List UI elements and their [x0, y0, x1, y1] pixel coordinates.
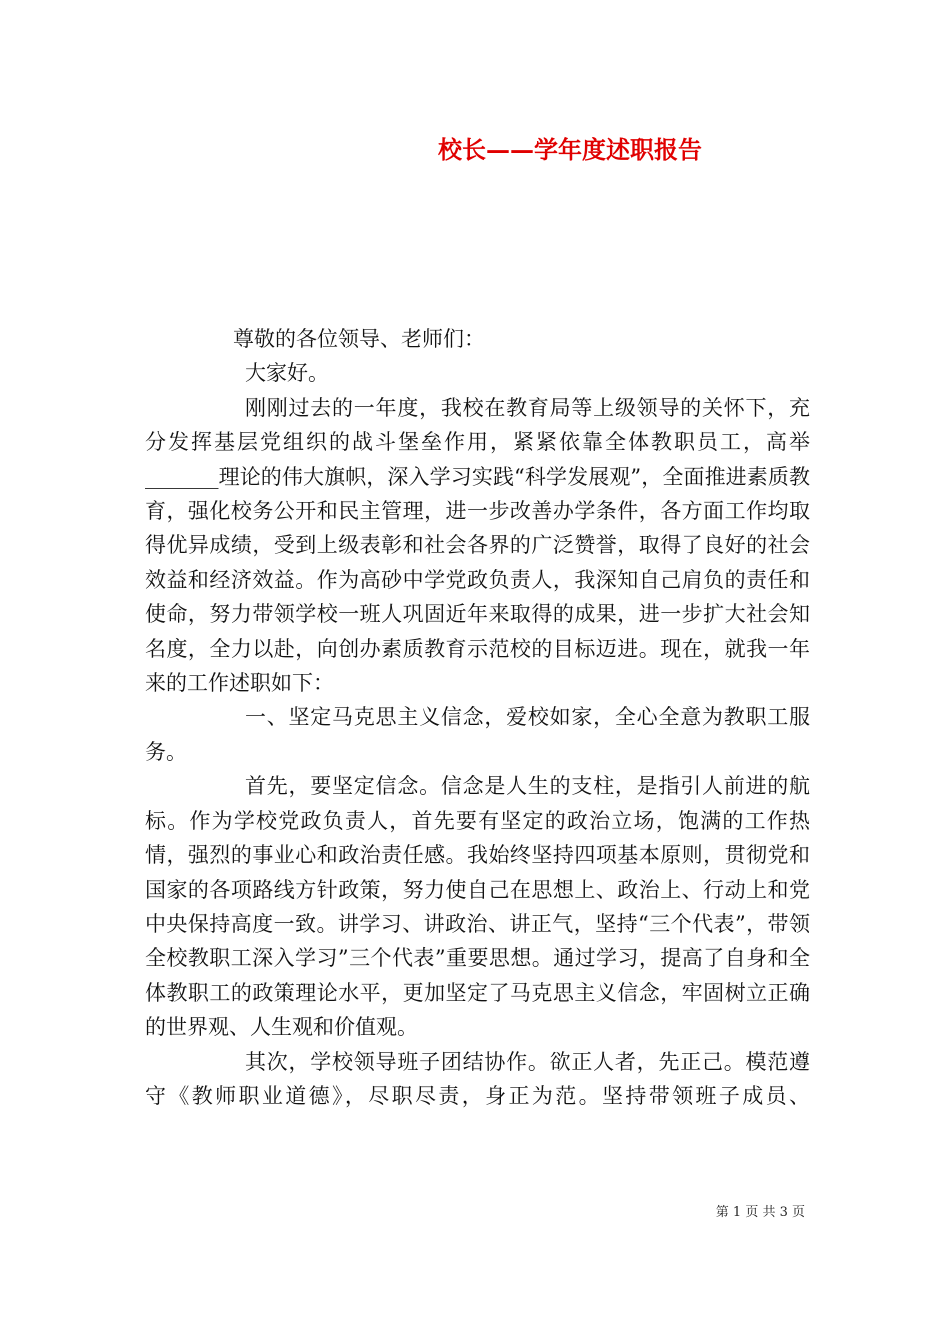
salutation: 尊敬的各位领导、老师们：	[233, 327, 485, 351]
paragraph-intro: 刚刚过去的一年度，我校在教育局等上级领导的关怀下，充分发挥基层党组织的战斗堡垒作用，紧紧依靠全体教职员工，高举_______理论的伟大旗帜，深入学习实践“科学发展观”，全面推进素质教育，强化校务公开和民主管理，进一步改善办学条件，各方面工作均取得优异成绩，受到上级表彰和社会各界的广泛赞誉，取得了良好的社会效益和经济效益。作为高砂中学党政负责人，我深知自己肩负的责任和使命，努力带领学校一班人巩固近年来取得的成果，进一步扩大社会知名度，全力以赴，向创办素质教育示范校的目标迈进。现在，就我一年来的工作述职如下：	[145, 395, 810, 696]
greeting: 大家好。	[245, 361, 329, 386]
paragraph-firstly: 首先，要坚定信念。信念是人生的支柱，是指引人前进的航标。作为学校党政负责人，首先要有坚定的政治立场，饱满的工作热情，强烈的事业心和政治责任感。我始终坚持四项基本原则，贯彻党和国家的各项路线方针政策，努力使自己在思想上、政治上、行动上和党中央保持高度一致。讲学习、讲政治、讲正气，坚持“三个代表”，带领全校教职工深入学习”三个代表”重要思想。通过学习，提高了自身和全体教职工的政策理论水平，更加坚定了马克思主义信念，牢固树立正确的世界观、人生观和价值观。	[145, 774, 810, 1040]
paragraph-secondly: 其次，学校领导班子团结协作。欲正人者，先正己。模范遵守《教师职业道德》，尽职尽责，身正为范。坚持带领班子成员、	[145, 1049, 810, 1108]
document-title: 校长——学年度述职报告	[438, 135, 702, 164]
document-body	[145, 322, 810, 1113]
page-number: 第 1 页 共 3 页	[715, 1205, 805, 1220]
section-heading-1: 一、坚定马克思主义信念，爱校如家，全心全意为教职工服务。	[145, 705, 810, 764]
